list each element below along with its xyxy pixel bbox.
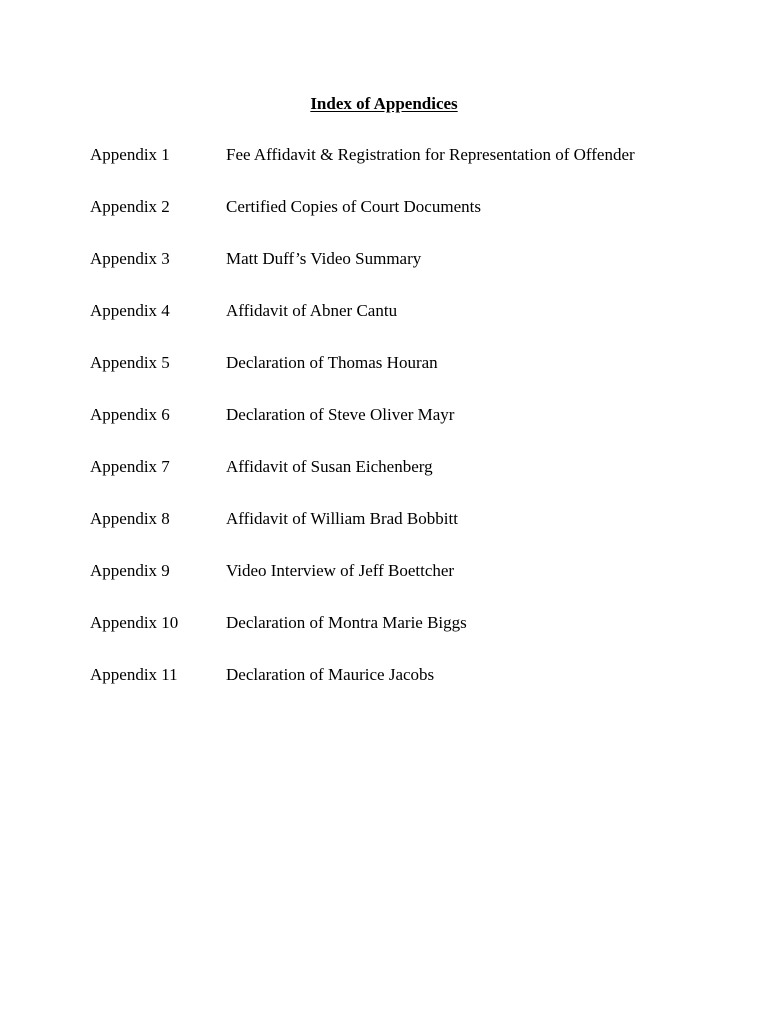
appendix-label: Appendix 10 [90, 613, 179, 632]
appendix-description: Certified Copies of Court Documents [226, 197, 481, 216]
appendix-label: Appendix 9 [90, 561, 170, 580]
appendix-label: Appendix 1 [90, 145, 170, 164]
appendix-list [90, 143, 730, 715]
appendix-description: Affidavit of Susan Eichenberg [226, 457, 433, 476]
appendix-description: Fee Affidavit & Registration for Representation of Offender [226, 145, 635, 164]
appendix-label: Appendix 5 [90, 353, 170, 372]
list-item [90, 351, 730, 403]
appendix-description: Affidavit of William Brad Bobbitt [226, 509, 458, 528]
appendix-label: Appendix 7 [90, 457, 170, 476]
appendix-description: Matt Duff’s Video Summary [226, 249, 422, 268]
list-item [90, 247, 730, 299]
appendix-description: Affidavit of Abner Cantu [226, 301, 398, 320]
appendix-label: Appendix 8 [90, 509, 170, 528]
appendix-description: Declaration of Thomas Houran [226, 353, 438, 372]
appendix-label: Appendix 2 [90, 197, 170, 216]
list-item [90, 611, 730, 663]
appendix-label: Appendix 6 [90, 405, 170, 424]
list-item [90, 195, 730, 247]
list-item [90, 299, 730, 351]
list-item [90, 507, 730, 559]
appendix-description: Declaration of Maurice Jacobs [226, 665, 435, 684]
appendix-label: Appendix 11 [90, 665, 178, 684]
appendix-label: Appendix 4 [90, 301, 170, 320]
list-item [90, 559, 730, 611]
appendix-label: Appendix 3 [90, 249, 170, 268]
appendix-description: Declaration of Steve Oliver Mayr [226, 405, 455, 424]
list-item [90, 143, 730, 195]
appendix-description: Declaration of Montra Marie Biggs [226, 613, 467, 632]
list-item [90, 455, 730, 507]
list-item [90, 403, 730, 455]
page-title: Index of Appendices [310, 94, 458, 113]
list-item [90, 663, 730, 715]
appendix-description: Video Interview of Jeff Boettcher [226, 561, 455, 580]
